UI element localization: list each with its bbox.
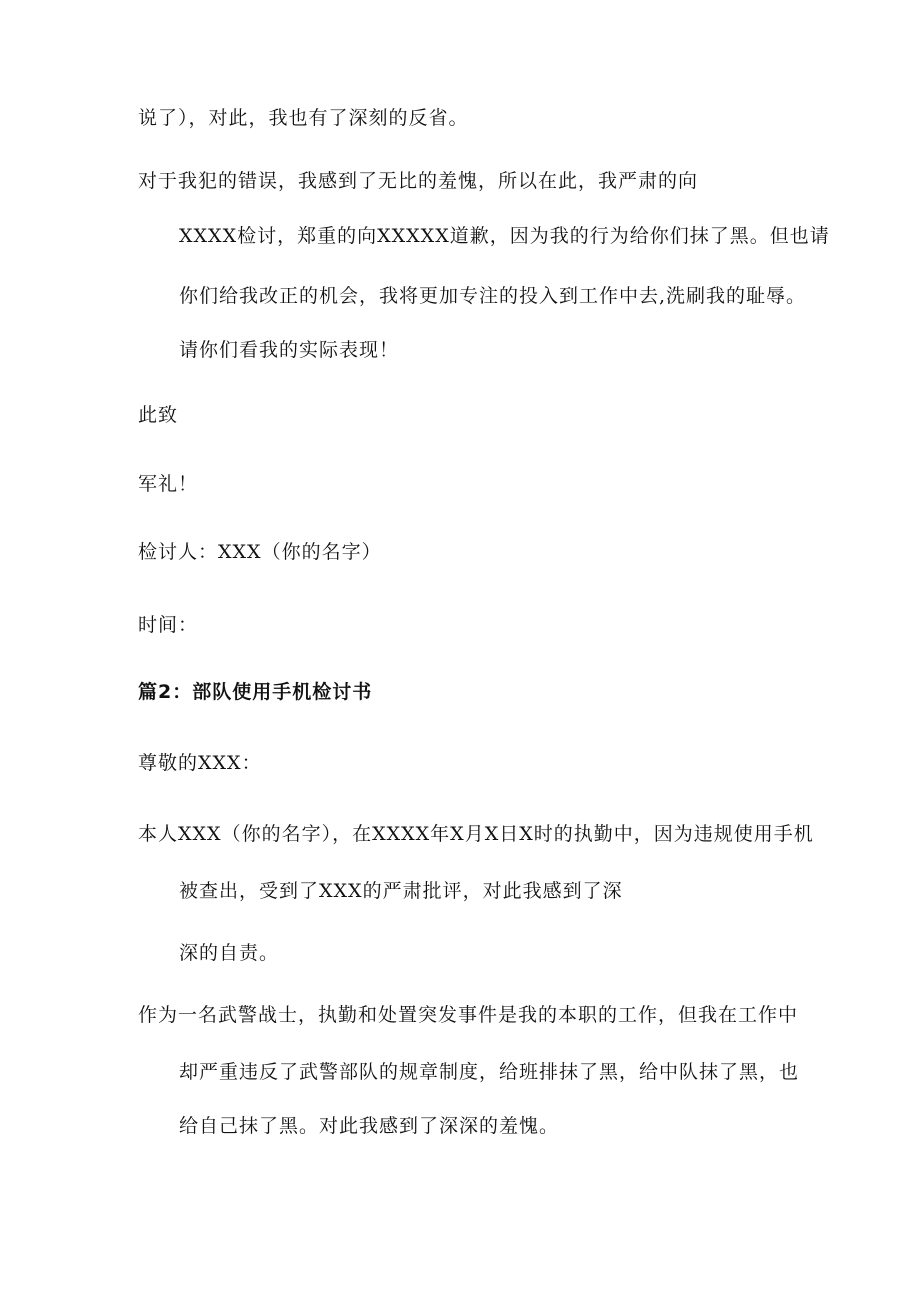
- text-line: 作为一名武警战士，执勤和处置突发事件是我的本职的工作，但我在工作中: [138, 1004, 799, 1026]
- text-line: 说了），对此，我也有了深刻的反省。: [138, 107, 469, 129]
- text-line: 对于我犯的错误，我感到了无比的羞愧，所以在此，我严肃的向: [138, 170, 699, 192]
- text-line: 军礼！: [138, 473, 199, 495]
- text-line: 此致: [138, 404, 179, 426]
- text-line: 检讨人：XXX（你的名字）: [138, 541, 382, 563]
- text-line: 深的自责。: [179, 942, 280, 964]
- text-line: 你们给我改正的机会，我将更加专注的投入到工作中去,洗刷我的耻辱。: [179, 285, 807, 307]
- text-line: 给自己抹了黑。对此我感到了深深的羞愧。: [179, 1115, 560, 1137]
- text-line: 却严重违反了武警部队的规章制度，给班排抹了黑，给中队抹了黑，也: [179, 1061, 800, 1083]
- text-line: XXXX检讨，郑重的向XXXXX道歉，因为我的行为给你们抹了黑。但也请: [179, 225, 830, 247]
- text-line: 请你们看我的实际表现！: [179, 339, 400, 361]
- text-line: 尊敬的XXX：: [138, 752, 262, 774]
- text-line: 被查出，受到了XXX的严肃批评，对此我感到了深: [179, 880, 623, 902]
- text-line: 时间：: [138, 614, 199, 636]
- text-line: 本人XXX（你的名字），在XXXX年X月X日X时的执勤中，因为违规使用手机: [138, 823, 814, 845]
- section-heading: 篇2：部队使用手机检讨书: [138, 681, 373, 703]
